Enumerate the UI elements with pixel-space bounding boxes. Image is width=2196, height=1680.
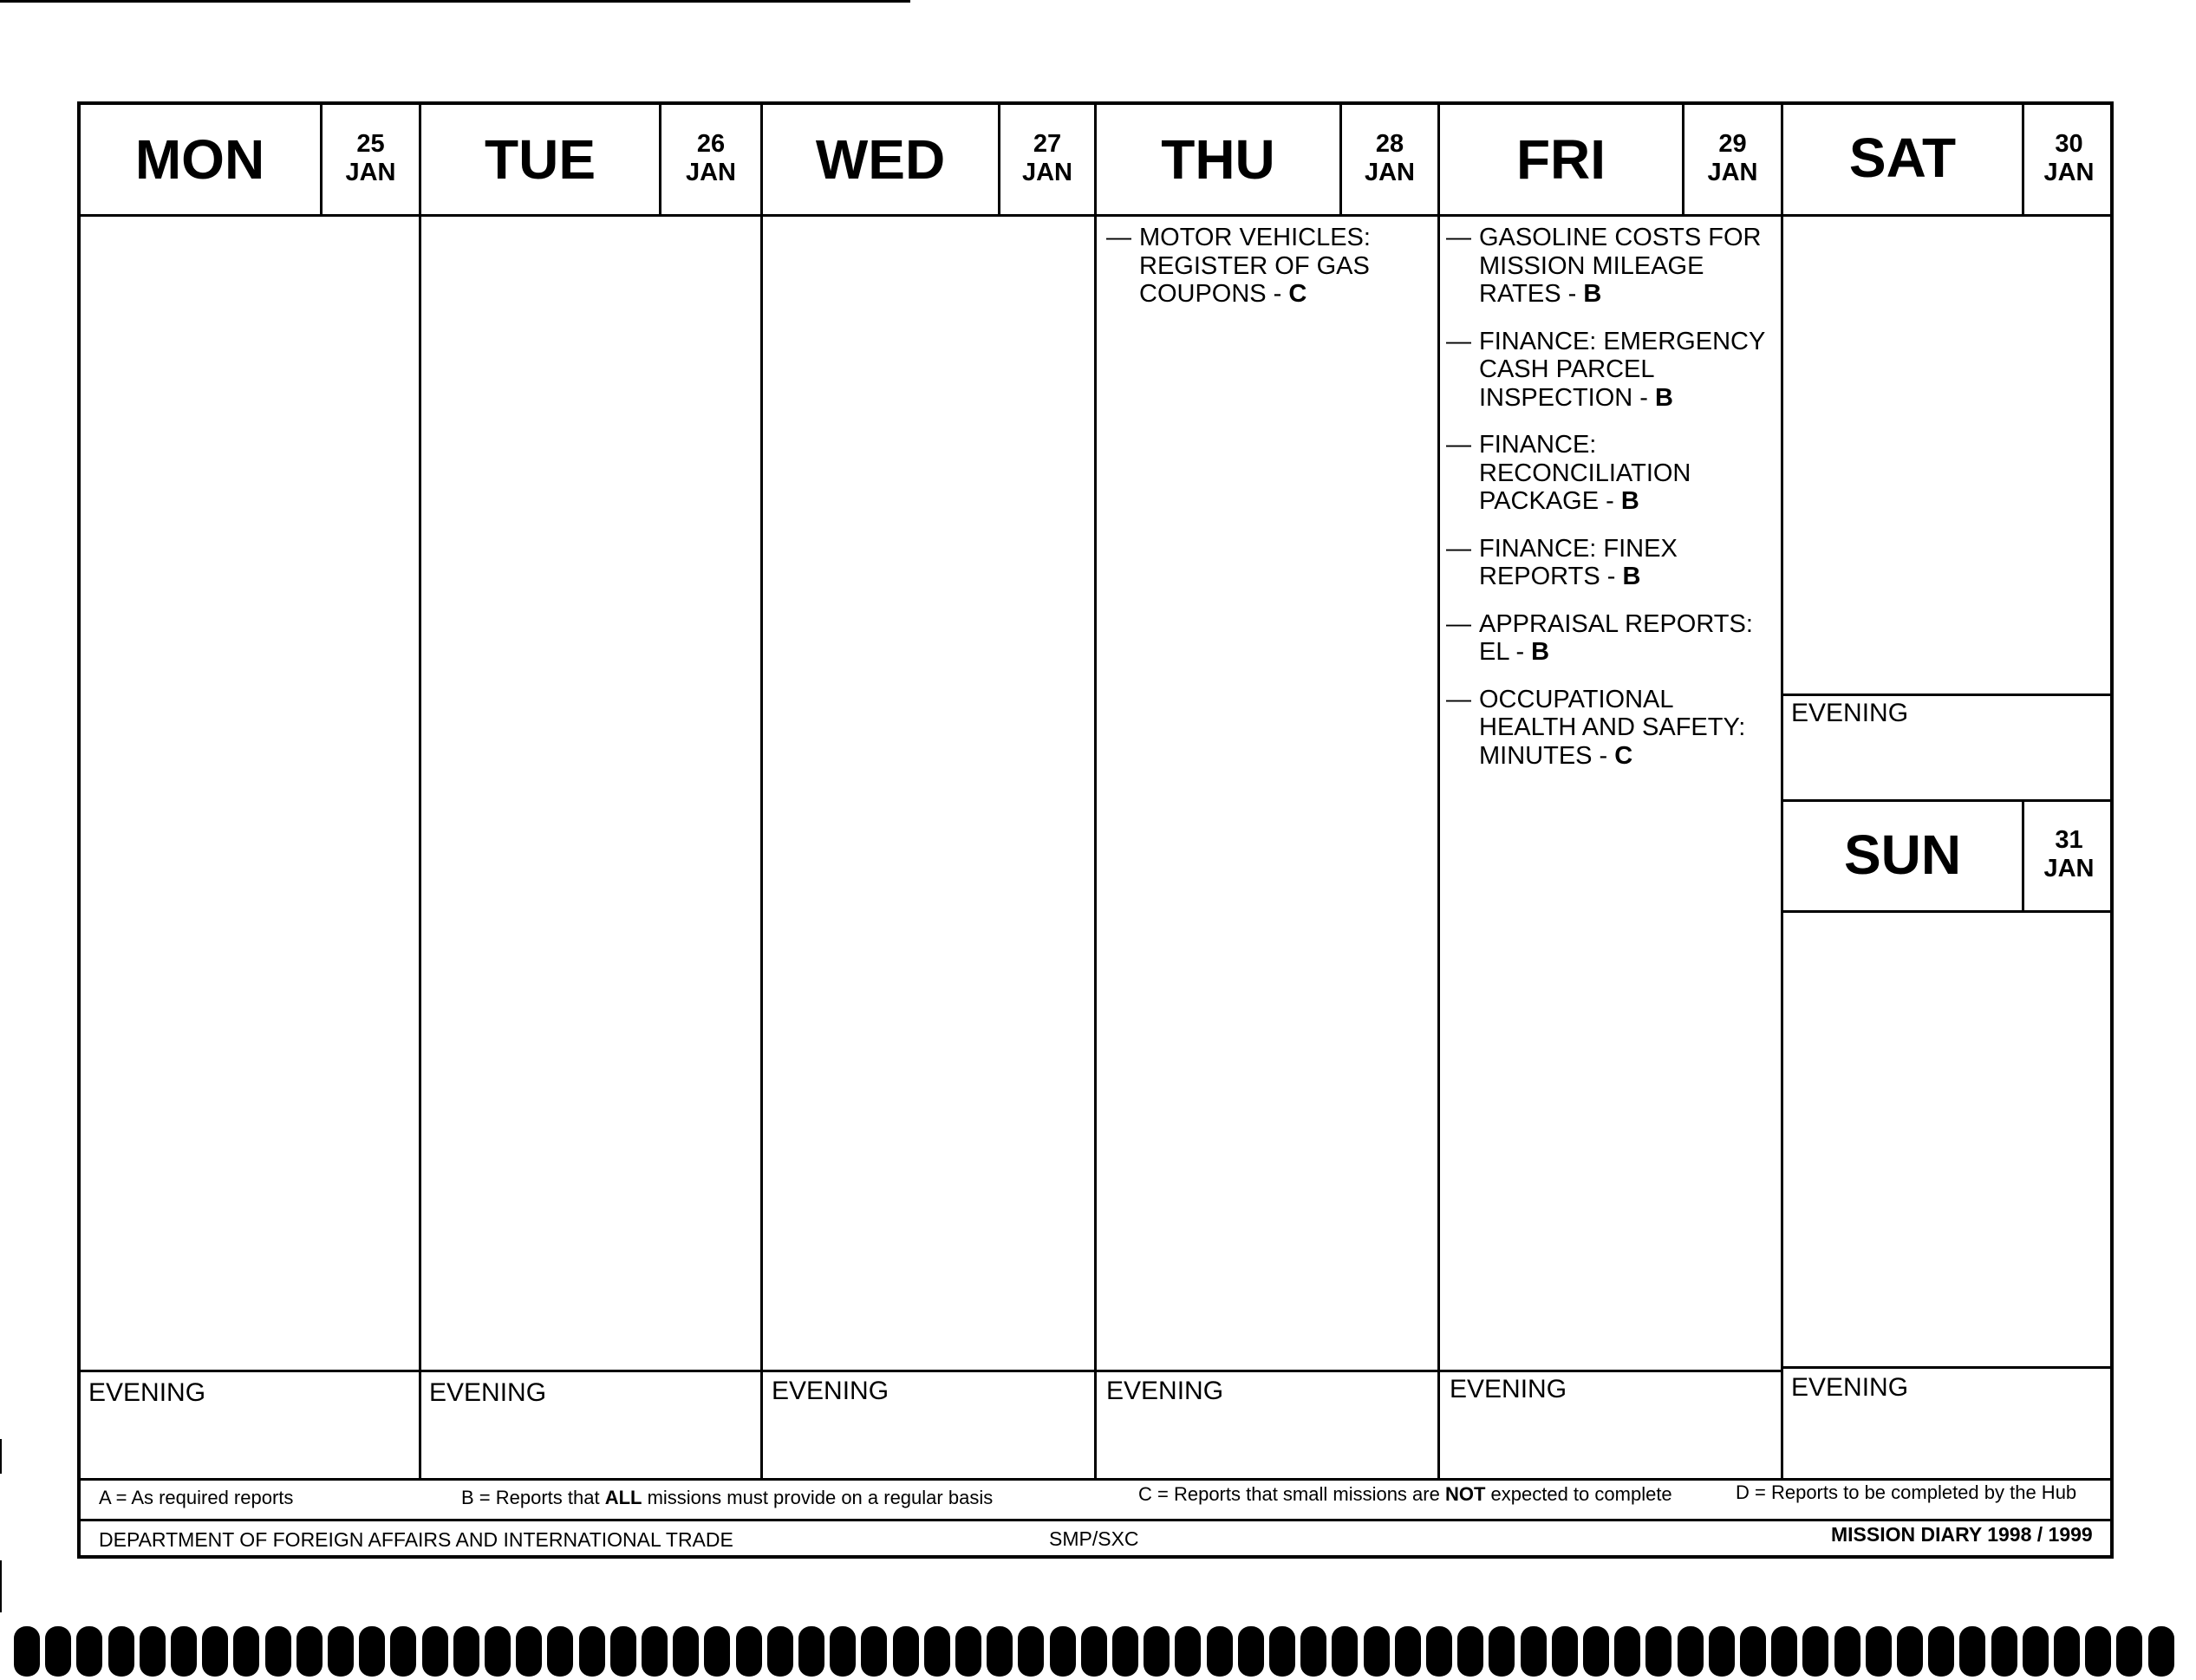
binding-hole: [830, 1626, 856, 1677]
entry-code: C: [1614, 741, 1633, 770]
date-number: 31: [2055, 826, 2083, 854]
edge-mark: [0, 1439, 2, 1474]
entry-code: B: [1620, 487, 1639, 515]
binding-hole: [485, 1626, 511, 1677]
legend-a: A = As required reports: [99, 1487, 294, 1508]
binding-hole: [140, 1626, 166, 1677]
column-divider: [1781, 101, 1783, 1480]
day-name-tue: TUE: [485, 128, 596, 191]
binding-hole: [1552, 1626, 1578, 1677]
date-number: 28: [1375, 130, 1404, 158]
binding-hole: [1050, 1626, 1076, 1677]
binding-hole: [1395, 1626, 1421, 1677]
binding-hole: [171, 1626, 197, 1677]
date-month: JAN: [345, 159, 396, 187]
date-month: JAN: [2043, 159, 2095, 187]
binding-hole: [76, 1626, 102, 1677]
binding-hole: [1897, 1626, 1923, 1677]
binding-hole: [390, 1626, 416, 1677]
binding-holes: [0, 1626, 2196, 1680]
binding-hole: [1614, 1626, 1640, 1677]
day-name-thu: THU: [1161, 128, 1275, 191]
binding-hole: [2054, 1626, 2080, 1677]
entry-text: APPRAISAL REPORTS: EL -: [1479, 609, 1753, 666]
entry-code: C: [1288, 280, 1307, 308]
diary-entry: [1446, 686, 1776, 771]
binding-hole: [45, 1626, 71, 1677]
binding-hole: [1300, 1626, 1326, 1677]
legend-c: [1138, 1483, 1672, 1506]
binding-hole: [1332, 1626, 1358, 1677]
column-divider: [760, 101, 763, 1480]
binding-hole: [1771, 1626, 1797, 1677]
date-sun: [2024, 826, 2114, 884]
binding-hole: [1018, 1626, 1044, 1677]
footer-code: SMP/SXC: [1049, 1527, 1139, 1550]
binding-hole: [1238, 1626, 1264, 1677]
binding-hole: [736, 1626, 762, 1677]
evening-label-mon: EVENING: [88, 1378, 206, 1407]
legend-b-text: B = Reports that: [461, 1487, 605, 1508]
column-divider: [1437, 101, 1440, 1480]
binding-hole: [798, 1626, 824, 1677]
evening-label-tue: EVENING: [429, 1378, 547, 1407]
date-month: JAN: [1364, 159, 1415, 187]
day-name-sun: SUN: [1843, 824, 1962, 886]
binding-hole: [422, 1626, 448, 1677]
date-month: JAN: [685, 159, 736, 187]
binding-hole: [1866, 1626, 1892, 1677]
entry-dash: —: [1446, 685, 1471, 713]
binding-hole: [296, 1626, 323, 1677]
day-name-wed: WED: [815, 128, 946, 191]
binding-hole: [547, 1626, 573, 1677]
evening-divider: [1781, 1366, 2114, 1369]
binding-hole: [1457, 1626, 1483, 1677]
binding-hole: [1112, 1626, 1138, 1677]
legend-b-text-end: missions must provide on a regular basis: [642, 1487, 994, 1508]
binding-hole: [1834, 1626, 1860, 1677]
date-number: 29: [1718, 130, 1747, 158]
binding-hole: [1740, 1626, 1766, 1677]
date-number: 26: [696, 130, 726, 158]
diary-entry: [1446, 224, 1776, 309]
binding-hole: [1521, 1626, 1547, 1677]
binding-hole: [1269, 1626, 1295, 1677]
date-mon: [323, 130, 419, 188]
evening-label-wed: EVENING: [772, 1377, 889, 1405]
binding-hole: [1489, 1626, 1515, 1677]
date-number: 25: [356, 130, 385, 158]
entry-dash: —: [1446, 224, 1471, 251]
legend-divider: [77, 1478, 2114, 1481]
legend-c-emphasis: NOT: [1444, 1483, 1486, 1505]
entries-fri: [1446, 224, 1776, 789]
evening-label-sat: EVENING: [1791, 699, 1909, 727]
binding-hole: [453, 1626, 479, 1677]
date-fri: [1684, 130, 1781, 188]
edge-mark: [0, 1560, 2, 1612]
day-name-mon: MON: [134, 128, 265, 191]
entry-text: FINANCE: RECONCILIATION PACKAGE -: [1479, 431, 1691, 515]
date-number: 30: [2055, 130, 2083, 158]
binding-hole: [359, 1626, 385, 1677]
entry-text: MOTOR VEHICLES: REGISTER OF GAS COUPONS -: [1139, 224, 1371, 308]
binding-hole: [1426, 1626, 1452, 1677]
evening-divider: [77, 1370, 1781, 1372]
date-month: JAN: [1021, 159, 1072, 187]
footer-diary-title: MISSION DIARY 1998 / 1999: [1831, 1523, 2093, 1546]
footer-department: DEPARTMENT OF FOREIGN AFFAIRS AND INTERNATIONAL TRADE: [99, 1528, 733, 1551]
binding-hole: [14, 1626, 40, 1677]
legend-d: D = Reports to be completed by the Hub: [1736, 1481, 2077, 1503]
entry-dash: —: [1446, 327, 1471, 355]
binding-hole: [955, 1626, 981, 1677]
date-tue: [661, 130, 760, 188]
column-divider: [419, 101, 421, 1480]
diary-entry: [1106, 224, 1418, 309]
binding-hole: [767, 1626, 793, 1677]
diary-entry: [1446, 431, 1776, 516]
entry-dash: —: [1446, 534, 1471, 563]
sun-header-bottom: [1781, 910, 2114, 913]
binding-hole: [233, 1626, 259, 1677]
evening-label-fri: EVENING: [1450, 1375, 1567, 1403]
footer-divider: [77, 1519, 2114, 1521]
binding-hole: [579, 1626, 605, 1677]
binding-hole: [2148, 1626, 2174, 1677]
binding-hole: [1144, 1626, 1170, 1677]
binding-hole: [924, 1626, 950, 1677]
binding-hole: [1928, 1626, 1954, 1677]
entry-dash: —: [1106, 224, 1131, 251]
binding-hole: [610, 1626, 636, 1677]
binding-hole: [202, 1626, 228, 1677]
date-number: 27: [1033, 130, 1062, 158]
binding-hole: [2116, 1626, 2142, 1677]
evening-label-thu: EVENING: [1106, 1377, 1224, 1405]
binding-hole: [642, 1626, 668, 1677]
binding-hole: [673, 1626, 699, 1677]
diary-entry: [1446, 610, 1776, 667]
binding-hole: [704, 1626, 730, 1677]
binding-hole: [1678, 1626, 1704, 1677]
entry-code: B: [1583, 280, 1602, 308]
day-name-fri: FRI: [1515, 128, 1606, 191]
legend-c-text-end: expected to complete: [1485, 1483, 1672, 1505]
entry-code: B: [1655, 383, 1673, 412]
sat-evening-divider: [1781, 693, 2114, 696]
binding-hole: [265, 1626, 291, 1677]
binding-hole: [1081, 1626, 1107, 1677]
binding-hole: [1645, 1626, 1671, 1677]
binding-hole: [1583, 1626, 1609, 1677]
date-month: JAN: [1707, 159, 1758, 187]
date-month: JAN: [2043, 855, 2095, 883]
entries-thu: [1106, 224, 1418, 328]
entry-code: B: [1531, 638, 1550, 666]
binding-hole: [1959, 1626, 1985, 1677]
diary-entry: [1446, 328, 1776, 413]
binding-hole: [987, 1626, 1013, 1677]
entry-text: GASOLINE COSTS FOR MISSION MILEAGE RATES -: [1479, 224, 1762, 308]
binding-hole: [893, 1626, 919, 1677]
sun-header-top: [1781, 799, 2114, 802]
binding-hole: [1207, 1626, 1233, 1677]
date-wed: [1000, 130, 1094, 188]
binding-hole: [1709, 1626, 1735, 1677]
date-thu: [1342, 130, 1437, 188]
entry-text: FINANCE: EMERGENCY CASH PARCEL INSPECTION -: [1479, 327, 1765, 412]
binding-hole: [1991, 1626, 2017, 1677]
entry-text: FINANCE: FINEX REPORTS -: [1479, 534, 1678, 590]
entry-text: OCCUPATIONAL HEALTH AND SAFETY: MINUTES -: [1479, 685, 1746, 770]
column-divider: [1094, 101, 1097, 1480]
binding-hole: [1175, 1626, 1201, 1677]
binding-hole: [2085, 1626, 2111, 1677]
entry-dash: —: [1446, 431, 1471, 459]
legend-c-text: C = Reports that small missions are: [1138, 1483, 1445, 1505]
binding-hole: [861, 1626, 887, 1677]
legend-b-emphasis: ALL: [604, 1487, 642, 1508]
diary-entry: [1446, 535, 1776, 591]
legend-b: [461, 1487, 993, 1509]
binding-hole: [1802, 1626, 1828, 1677]
day-name-sat: SAT: [1848, 127, 1957, 189]
top-edge-line: [0, 0, 910, 3]
binding-hole: [108, 1626, 134, 1677]
entry-dash: —: [1446, 609, 1471, 638]
entry-code: B: [1622, 563, 1641, 590]
binding-hole: [328, 1626, 354, 1677]
evening-label-sat-bottom: EVENING: [1791, 1373, 1909, 1402]
binding-hole: [2023, 1626, 2049, 1677]
binding-hole: [1364, 1626, 1390, 1677]
binding-hole: [516, 1626, 542, 1677]
date-sat: [2024, 130, 2114, 188]
